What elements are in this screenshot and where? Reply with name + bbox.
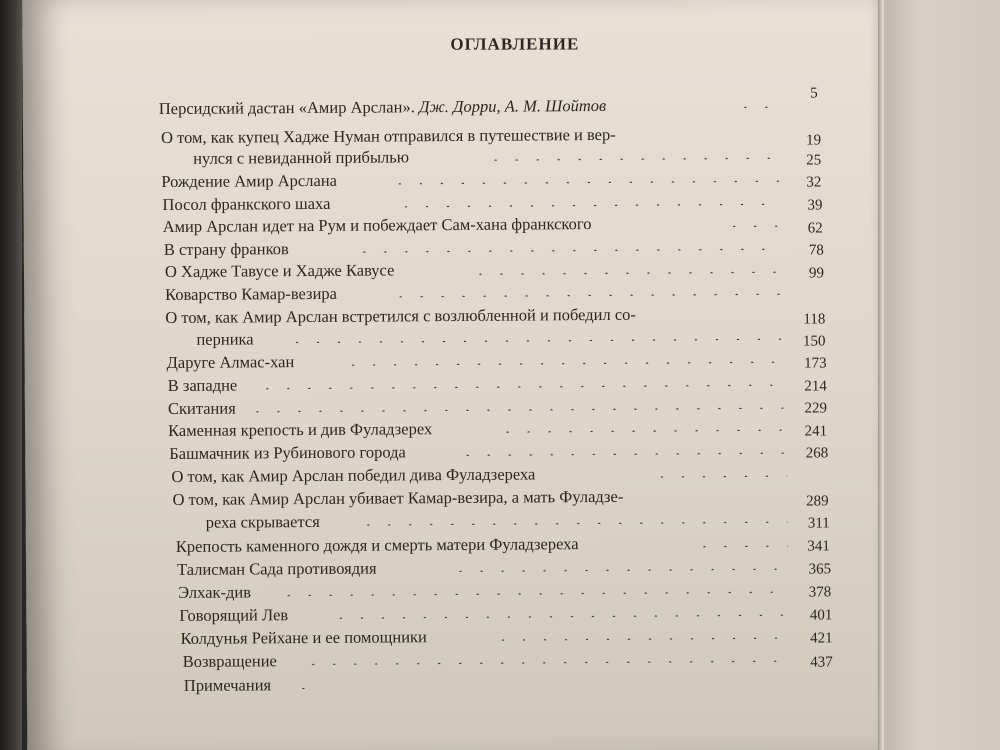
- toc-entry-author: Дж. Дорри, А. М. Шойтов: [418, 95, 607, 117]
- leader-dots: [286, 338, 782, 343]
- leader-dots: [247, 407, 785, 413]
- toc-page-7: 78: [808, 242, 824, 259]
- toc-page-11: 150: [802, 333, 826, 350]
- toc-entry-11: перника: [196, 329, 254, 349]
- toc-entry-2: О том, как купец Хадже Нуман отправился в путешествие и вер-: [160, 124, 616, 148]
- leader-dots: [303, 660, 791, 665]
- leader-dots: [450, 568, 788, 572]
- toc-entry-24: Колдунья Рейхане и ее помощники: [180, 627, 427, 648]
- toc-page-6: 62: [807, 220, 823, 237]
- toc-entry-21: Талисман Сада противоядия: [176, 558, 377, 579]
- toc-page-14: 229: [804, 400, 827, 417]
- toc-entry-22: Элхак-див: [178, 582, 252, 602]
- leader-dots: [493, 637, 791, 641]
- toc-entry-4: Рождение Амир Арслана: [161, 170, 338, 192]
- leader-dots: [358, 521, 788, 526]
- leader-dots: [343, 361, 785, 366]
- toc-entry-1: [159, 96, 606, 119]
- toc-entry-18: О том, как Амир Арслан убивает Камар-везира, а мать Фуладзе-: [172, 486, 624, 509]
- toc-page-19: 311: [807, 515, 830, 532]
- leader-dots: [485, 157, 779, 161]
- toc-entry-16: Башмачник из Рубинового города: [169, 442, 406, 463]
- leader-dots: [278, 591, 790, 597]
- toc-page-1: 5: [810, 85, 818, 102]
- leader-dots: [457, 452, 787, 456]
- toc-entry-15: Каменная крепость и див Фуладзерех: [168, 419, 433, 440]
- toc-page-21: 365: [808, 561, 832, 578]
- toc-entry-25: Возвращение: [182, 651, 277, 671]
- toc-page-16: 268: [805, 445, 829, 462]
- leader-dots: [293, 687, 305, 689]
- toc-page-24: 421: [809, 630, 833, 647]
- leader-dots: [390, 293, 782, 298]
- leader-dots: [257, 384, 785, 390]
- toc-page-4: 32: [806, 174, 822, 191]
- toc-entry-5: Посол франкского шаха: [162, 193, 331, 215]
- toc-page-15: 241: [804, 423, 828, 440]
- book-board: [884, 0, 1000, 750]
- toc-page-3: 25: [806, 152, 822, 169]
- leader-dots: [389, 180, 779, 185]
- toc-entry-10: О том, как Амир Арслан встретился с возлюбленной и победил со-: [165, 304, 636, 328]
- toc-page-10: 118: [803, 311, 826, 328]
- toc-entry-9: Коварство Камар-везира: [165, 283, 338, 305]
- toc-page-8: 99: [808, 265, 825, 282]
- toc-entry-title: Персидский дастан «Амир Арслан».: [158, 97, 415, 119]
- leader-dots: [724, 225, 782, 227]
- toc-entry-12: Даруге Алмас-хан: [166, 352, 295, 372]
- toc-entry-26: Примечания: [183, 675, 272, 695]
- toc-entry-3: нулся с невиданной прибылью: [193, 147, 410, 168]
- leader-dots: [330, 614, 790, 619]
- toc-page-22: 378: [808, 584, 832, 601]
- leader-dots: [497, 429, 785, 433]
- toc-entry-6: Амир Арслан идет на Рум и побеждает Сам-хана франкского: [162, 214, 592, 237]
- left-page-shadow: [0, 0, 22, 750]
- leader-dots: [470, 271, 782, 275]
- toc-entry-19: реха скрывается: [205, 511, 320, 532]
- toc-page-20: 341: [807, 538, 830, 555]
- leader-dots: [694, 545, 788, 548]
- toc-page-2: 19: [806, 132, 822, 149]
- toc-page-23: 401: [809, 607, 833, 624]
- toc-page-18: 289: [806, 493, 829, 510]
- toc-entry-13: В западне: [167, 375, 238, 395]
- leader-dots: [735, 106, 777, 108]
- book-page: [22, 0, 889, 750]
- leader-dots: [651, 475, 787, 478]
- toc-entry-17: О том, как Амир Арслан победил дива Фуладзереха: [171, 464, 536, 486]
- toc-entry-23: Говорящий Лев: [179, 605, 289, 625]
- toc-entry-14: Скитания: [167, 398, 236, 418]
- toc-page-5: 39: [807, 197, 823, 214]
- toc-page-13: 214: [804, 378, 827, 395]
- toc-entry-8: О Хадже Тавусе и Хадже Кавусе: [164, 260, 395, 282]
- toc-entry-7: В страну франков: [163, 239, 289, 260]
- leader-dots: [396, 203, 782, 208]
- toc-page-25: 437: [810, 654, 833, 671]
- toc-heading: ОГЛАВЛЕНИЕ: [450, 34, 580, 54]
- toc-page-12: 173: [804, 355, 827, 372]
- toc-entry-20: Крепость каменного дождя и смерть матери Фуладзереха: [175, 534, 579, 556]
- leader-dots: [354, 248, 782, 253]
